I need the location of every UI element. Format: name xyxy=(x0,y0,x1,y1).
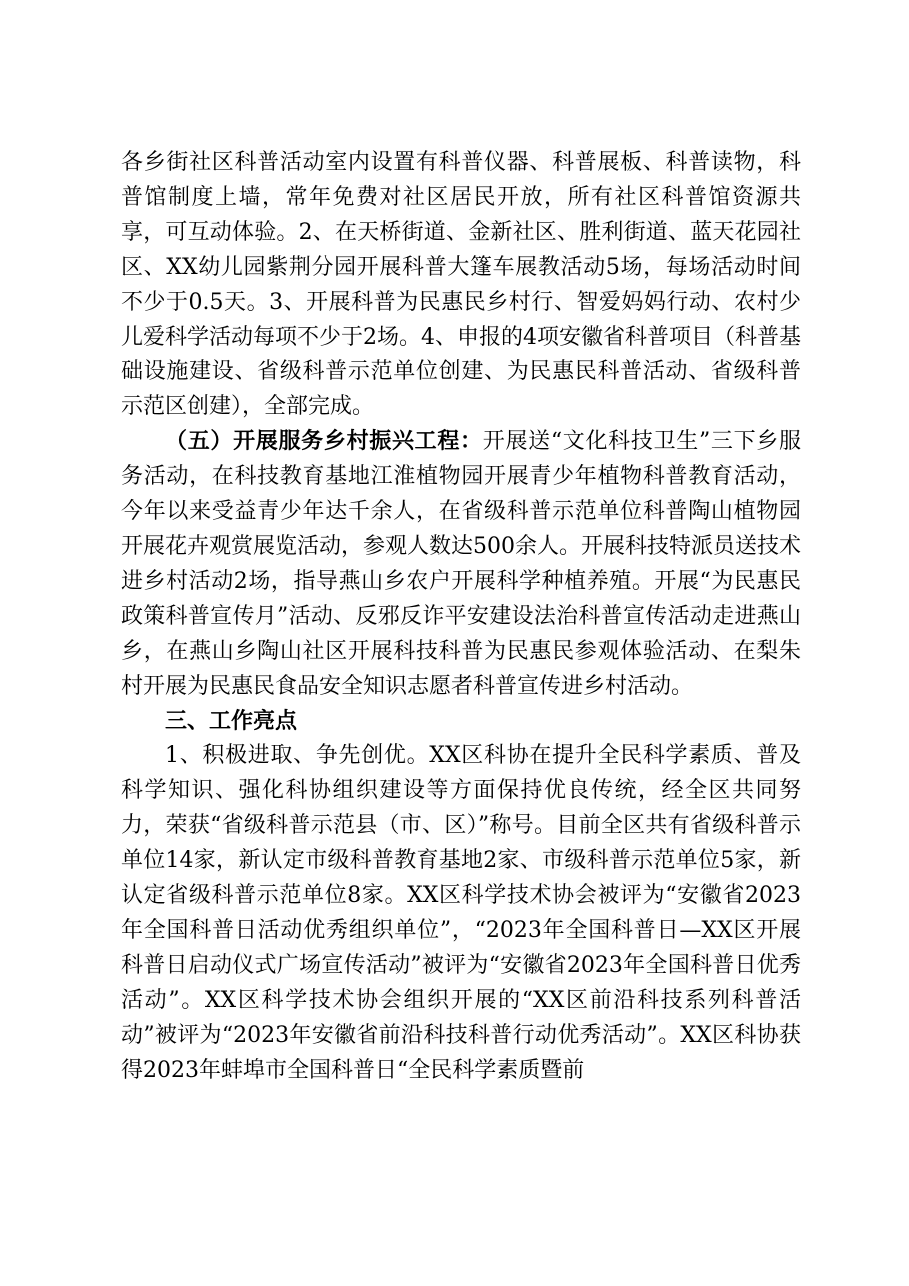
item-5-body: 开展送“文化科技卫生”三下乡服务活动，在科技教育基地江淮植物园开展青少年植物科普教育活动，今年以来受益青少年达千余人，在省级科普示范单位科普陶山植物园开展花卉观赏展览活动，参观人数达500余人。开展科技特派员送技术进乡村活动2场，指导燕山乡农户开展科学种植养殖。开展“为民惠民政策科普宣传月”活动、反邪反诈平安建设法治科普宣传活动走进燕山乡，在燕山乡陶山社区开展科技科普为民惠民参观体验活动、在梨朱村开展为民惠民食品安全知识志愿者科普宣传进乡村活动。 xyxy=(121,429,801,699)
section-3-heading: 三、工作亮点 xyxy=(165,708,298,734)
paragraph-item-5 xyxy=(121,425,801,704)
paragraph-highlight-1: 1、积极进取、争先创优。XX区科协在提升全民科学素质、普及科学知识、强化科协组织建设等方面保持优良传统，经全区共同努力，荣获“省级科普示范县（市、区）”称号。目前全区共有省级科普示单位14家，新认定市级科普教育基地2家、市级科普示范单位5家，新认定省级科普示范单位8家。XX区科学技术协会被评为“安徽省2023年全国科普日活动优秀组织单位”，“2023年全国科普日—XX区开展科普日启动仪式广场宣传活动”被评为“安徽省2023年全国科普日优秀活动”。XX区科学技术协会组织开展的“XX区前沿科技系列科普活动”被评为“2023年安徽省前沿科技科普行动优秀活动”。XX区科协获得2023年蚌埠市全国科普日“全民科学素质暨前 xyxy=(121,743,801,1083)
paragraph-continuation: 各乡街社区科普活动室内设置有科普仪器、科普展板、科普读物，科普馆制度上墙，常年免费对社区居民开放，所有社区科普馆资源共享，可互动体验。2、在天桥街道、金新社区、胜利街道、蓝天花园社区、XX幼儿园紫荆分园开展科普大篷车展教活动5场，每场活动时间不少于0.5天。3、开展科普为民惠民乡村行、智爱妈妈行动、农村少儿爱科学活动每项不少于2场。4、申报的4项安徽省科普项目（科普基础设施建设、省级科普示范单位创建、为民惠民科普活动、省级科普示范区创建），全部完成。 xyxy=(121,150,801,420)
document-body xyxy=(121,146,801,1088)
item-5-heading: （五）开展服务乡村振兴工程： xyxy=(165,429,483,455)
